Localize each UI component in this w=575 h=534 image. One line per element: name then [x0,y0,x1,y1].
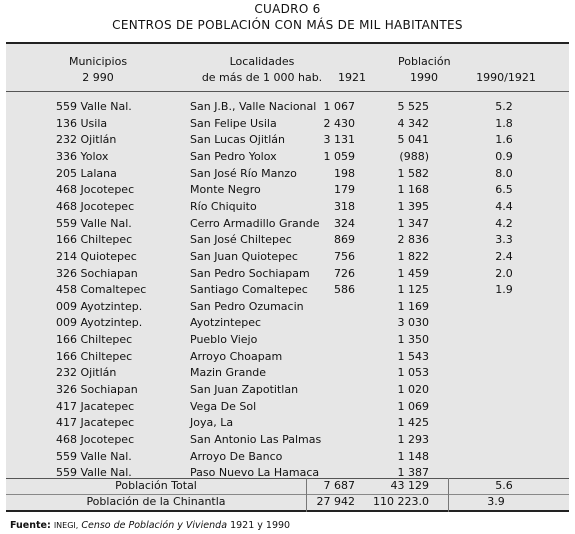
row-ratio: 1.6 [495,133,513,147]
row-ratio: 2.4 [495,249,513,263]
row-localidad: Ayotzintepec [190,316,262,330]
population-table [6,42,569,512]
row-population-1921: 324 [334,216,355,230]
row-population-1990: 1 425 [397,416,429,430]
row-ratio: 2.0 [495,266,513,280]
row-population-1990: 5 525 [397,100,429,113]
row-population-1921: 726 [334,266,355,280]
row-population-1990: 1 169 [397,299,429,313]
row-localidad: San Antonio Las Palmas [190,433,322,446]
chinantla-population-1990: 110 223.0 [373,495,429,508]
total-population-1921: 7 687 [323,479,355,492]
header-divider [6,91,569,92]
row-localidad: Santiago Comaltepec [190,283,308,297]
header-ratio: 1990/1921 [476,71,536,84]
row-population-1990: 3 030 [397,316,429,330]
row-population-1921: 1 067 [323,100,355,113]
table-title: CENTROS DE POBLACIÓN CON MÁS DE MIL HABITANTES [112,18,463,32]
row-population-1990: 1 459 [397,266,429,280]
row-localidad: Mazin Grande [190,366,267,380]
row-municipio: 166 Chiltepec [56,233,133,247]
row-population-1990: 1 347 [397,216,429,230]
row-municipio: 009 Ayotzintep. [56,299,143,313]
row-municipio: 326 Sochiapan [56,383,138,397]
row-population-1921: 756 [334,249,355,263]
row-population-1990: 1 582 [397,166,429,180]
row-municipio: 468 Jocotepec [56,199,135,213]
row-ratio: 4.4 [495,199,513,213]
row-municipio: 336 Yolox [56,149,109,163]
row-population-1921: 2 430 [323,116,355,130]
row-municipio: 559 Valle Nal. [56,100,132,113]
source-note [10,520,290,531]
row-population-1990: 1 395 [397,199,429,213]
total-population-label: Población Total [115,479,197,492]
chinantla-population-label: Población de la Chinantla [86,495,226,508]
row-population-1921: 586 [334,283,355,297]
row-localidad: Pueblo Viejo [190,333,258,347]
row-population-1990: 1 125 [397,283,429,297]
row-population-1921: 318 [334,199,355,213]
header-localidades: Localidades [229,55,295,68]
row-municipio: 232 Ojitlán [56,366,117,380]
header-1990: 1990 [410,71,438,84]
row-localidad: Río Chiquito [190,199,257,213]
total-population-1990: 43 129 [390,479,429,492]
row-population-1921: 198 [334,166,355,180]
source-label: Fuente: [10,520,51,531]
totals-vline-1 [306,478,307,512]
row-localidad: San José Chiltepec [190,233,292,247]
row-municipio: 136 Usila [56,116,108,130]
row-localidad: Vega De Sol [190,399,257,413]
row-localidad: San Juan Zapotitlan [190,383,299,397]
row-ratio: 1.8 [495,116,513,130]
row-municipio: 166 Chiltepec [56,349,133,363]
row-population-1990: (988) [399,149,429,163]
row-ratio: 4.2 [495,216,513,230]
header-1921: 1921 [338,71,366,84]
row-localidad: San Juan Quiotepec [190,249,298,263]
row-municipio: 417 Jacatepec [56,399,135,413]
row-municipio: 559 Valle Nal. [56,216,132,230]
row-population-1990: 1 069 [397,399,429,413]
source-years: 1921 y 1990 [230,520,291,531]
row-population-1990: 1 543 [397,349,429,363]
chinantla-population-ratio: 3.9 [487,495,505,508]
row-localidad: Paso Nuevo La Hamaca [190,466,320,480]
row-localidad: San José Río Manzo [190,166,297,180]
header-municipios-count: 2 990 [82,71,114,84]
row-localidad: Joya, La [190,416,234,430]
row-municipio: 205 Lalana [56,166,117,180]
row-ratio: 3.3 [495,233,513,247]
row-localidad: San Lucas Ojitlán [190,133,285,147]
row-ratio: 8.0 [495,166,513,180]
header-localidades-sub: de más de 1 000 hab. [201,71,323,84]
totals-vline-2 [448,478,449,512]
row-municipio: 417 Jacatepec [56,416,135,430]
row-municipio: 468 Jocotepec [56,183,135,197]
row-population-1990: 1 020 [397,383,429,397]
row-population-1990: 1 350 [397,333,429,347]
header-poblacion: Población [398,55,451,68]
row-municipio: 326 Sochiapan [56,266,138,280]
chinantla-population-1921: 27 942 [316,495,355,508]
row-localidad: San Pedro Sochiapam [190,266,310,280]
row-localidad: Arroyo De Banco [190,449,283,463]
row-municipio: 166 Chiltepec [56,333,133,347]
row-municipio: 214 Quiotepec [56,249,137,263]
header-municipios: Municipios [68,55,128,68]
row-municipio: 468 Jocotepec [56,433,135,446]
row-municipio: 009 Ayotzintep. [56,316,143,330]
row-ratio: 5.2 [495,100,513,113]
source-title: Censo de Población y Vivienda [81,520,228,531]
row-population-1990: 1 387 [397,466,429,480]
row-ratio: 6.5 [495,183,513,197]
row-population-1990: 2 836 [397,233,429,247]
row-population-1990: 1 148 [397,449,429,463]
row-localidad: San Pedro Ozumacin [190,299,304,313]
row-localidad: Monte Negro [190,183,261,197]
row-localidad: Arroyo Choapam [190,349,283,363]
row-population-1921: 869 [334,233,355,247]
row-localidad: Cerro Armadillo Grande [190,216,320,230]
table-number: CUADRO 6 [254,2,321,16]
row-municipio: 458 Comaltepec [56,283,147,297]
source-org: INEGI, [53,521,79,530]
row-localidad: San J.B., Valle Nacional [190,100,317,113]
total-population-ratio: 5.6 [495,479,513,492]
row-population-1990: 1 168 [397,183,429,197]
row-population-1990: 1 293 [397,433,429,446]
row-population-1990: 1 053 [397,366,429,380]
row-ratio: 1.9 [495,283,513,297]
row-localidad: San Pedro Yolox [190,149,277,163]
row-population-1921: 1 059 [323,149,355,163]
row-ratio: 0.9 [495,149,513,163]
row-localidad: San Felipe Usila [190,116,277,130]
row-population-1990: 4 342 [397,116,429,130]
row-municipio: 232 Ojitlán [56,133,117,147]
row-population-1990: 5 041 [397,133,429,147]
row-population-1921: 3 131 [323,133,355,147]
row-municipio: 559 Valle Nal. [56,466,132,480]
row-population-1990: 1 822 [397,249,429,263]
row-municipio: 559 Valle Nal. [56,449,132,463]
row-population-1921: 179 [334,183,355,197]
